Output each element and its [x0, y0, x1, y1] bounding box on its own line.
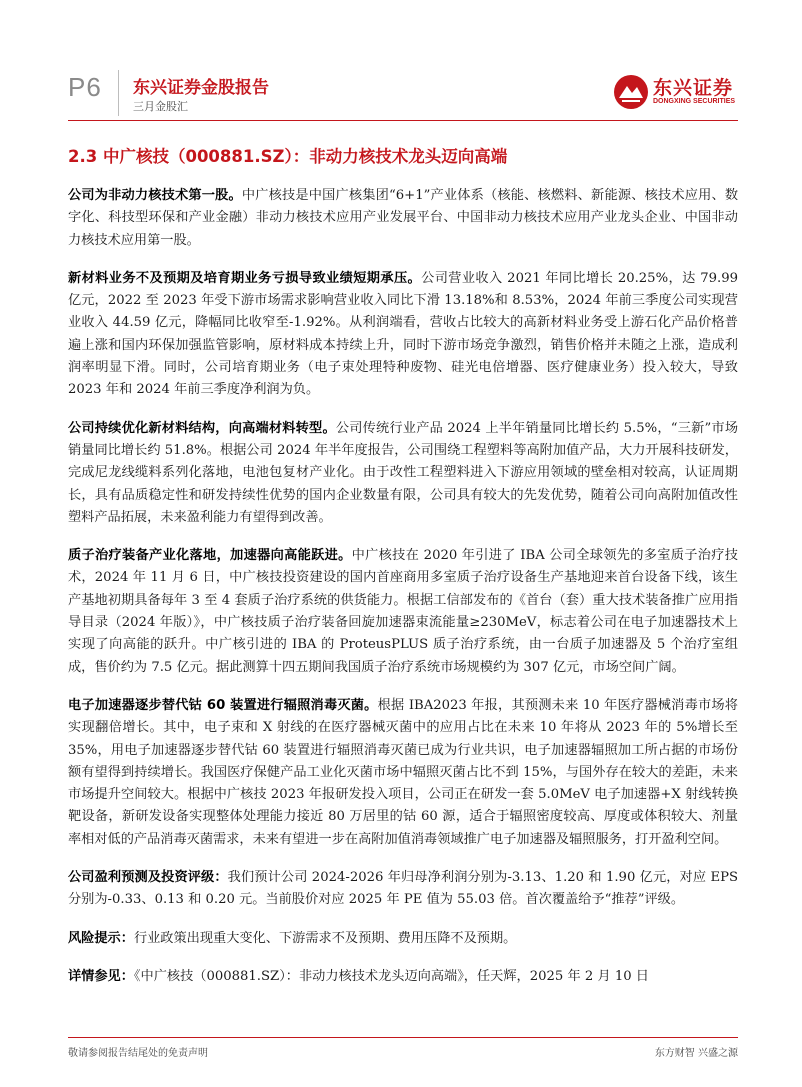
paragraph-lead: 公司为非动力核技术第一股。	[68, 188, 242, 203]
paragraph-body: 我们预计公司 2024-2026 年归母净利润分别为-3.13、1.20 和 1.90 亿元，对应 EPS 分别为-0.33、0.13 和 0.20 元。当前股价对应 2025 年 PE 值为 55.03 倍。首次覆盖给予“推荐”评级。	[68, 870, 739, 908]
paragraph-body: 公司营业收入 2021 年同比增长 20.25%，达 79.99 亿元，2022 至 2023 年受下游市场需求影响营业收入同比下滑 13.18%和 8.53%，2024 年前三季度公司实现营业收入 44.59 亿元，降幅同比收窄至-1.92%。从利润端看，营收占比较大的高新材料业务受上游石化产品价格普遍上涨和国内环保加强监管影响，原材料成本持续上升，同时下游市场竞争激烈，销售价格并未随之上涨，造成利润率明显下滑。同时，公司培育期业务（电子束处理特种废物、硅光电倍增器、医疗健康业务）投入较大，导致 2023 年和 2024 年前三季度净利润为负。	[68, 270, 738, 398]
paragraph-reference	[68, 966, 738, 988]
paragraph-lead: 详情参见：	[68, 968, 134, 984]
paragraph-lead: 电子加速器逐步替代钴 60 装置进行辐照消毒灭菌。	[68, 697, 378, 713]
footer-slogan: 东方财智 兴盛之源	[654, 1048, 738, 1059]
header-divider	[118, 70, 119, 116]
paragraph-lead: 风险提示：	[68, 930, 134, 946]
paragraph-lead: 公司持续优化新材料结构，向高端材料转型。	[68, 420, 336, 436]
paragraph-lead: 质子治疗装备产业化落地，加速器向高能跃进。	[68, 548, 352, 564]
paragraph-body: 中广核技在 2020 年引进了 IBA 公司全球领先的多室质子治疗技术，2024 年 11 月 6 日，中广核技投资建设的国内首座商用多室质子治疗设备生产基地迎来首台设备下线，该生产基地初期具备每年 3 至 4 套质子治疗系统的供货能力。根据工信部发布的《首台（套）重大技术装备推广应用指导目录（2024 年版）》，中广核技质子治疗装备回旋加速器束流能量≥230MeV，标志着公司在电子加速器技术上实现了向高能的跃升。中广核引进的 IBA 的 ProteusPLUS 质子治疗系统，由一台质子加速器及 5 个治疗室组成，售价约为 7.5 亿元。据此测算十四五期间我国质子治疗系统市场规模约为 307 亿元，市场空间广阔。	[68, 548, 738, 675]
header-rule	[68, 120, 738, 121]
footer-rule	[68, 1037, 738, 1038]
paragraph-body: 根据 IBA2023 年报，其预测未来 10 年医疗器械消毒市场将实现翻倍增长。其中，电子束和 X 射线的在医疗器械灭菌中的应用占比在未来 10 年将从 2023 年的 5%增长至 35%，用电子加速器逐步替代钴 60 装置进行辐照消毒灭菌已成为行业共识，电子加速器辐照加工所占据的市场份额有望得到持续增长。我国医疗保健产品工业化灭菌市场中辐照灭菌占比不到 15%，与国外存在较大的差距，未来市场提升空间较大。根据中广核技 2023 年报研发投入项目，公司正在研发一套 5.0MeV 电子加速器+X 射线转换靶设备，新研发设备实现整体处理能力接近 80 万居里的钴 60 源，适合于辐照密度较高、厚度或体积较大、剂量率相对低的产品消毒灭菌需求，未来有望进一步在高附加值消毒领域推广电子加速器及辐照服务，打开盈利空间。	[68, 697, 738, 847]
company-logo	[613, 72, 738, 112]
logo-text-cn: 东兴证券	[653, 77, 734, 99]
logo-emblem-icon	[613, 74, 649, 110]
paragraph-forecast	[68, 867, 738, 912]
paragraph-lead: 新材料业务不及预期及培育期业务亏损导致业绩短期承压。	[68, 270, 422, 286]
paragraph-proton-therapy	[68, 545, 738, 679]
paragraph-body: 《中广核技（000881.SZ）：非动力核技术龙头迈向高端》，任天辉，2025 年 2 月 10 日	[133, 968, 649, 984]
main-content	[68, 145, 738, 1004]
paragraph-performance	[68, 268, 738, 402]
page-header	[0, 0, 802, 125]
page-number: P6	[68, 72, 102, 102]
report-title: 东兴证券金股报告	[133, 78, 269, 98]
footer-disclaimer: 敬请参阅报告结尾处的免责声明	[68, 1048, 208, 1059]
paragraph-body: 公司传统行业产品 2024 上半年销量同比增长约 5.5%，“三新”市场销量同比增长约 51.8%。根据公司 2024 年半年度报告，公司围绕工程塑料等高附加值产品，大力开展科技研发，完成尼龙线缆料系列化落地，电池包复材产业化。由于改性工程塑料进入下游应用领域的壁垒相对较高，认证周期长，具有品质稳定性和研发持续性优势的国内企业数量有限，公司具有较大的先发优势，随着公司向高附加值改性塑料产品拓展，未来盈利能力有望得到改善。	[68, 420, 739, 525]
paragraph-body: 中广核技是中国广核集团“6+1”产业体系（核能、核燃料、新能源、核技术应用、数字化、科技型环保和产业金融）非动力核技术应用产业发展平台、中国非动力核技术应用产业龙头企业、中国非动力核技术应用第一股。	[68, 188, 739, 248]
logo-text-en: DONGXING SECURITIES	[653, 98, 736, 105]
paragraph-risk	[68, 928, 738, 950]
paragraph-body: 行业政策出现重大变化、下游需求不及预期、费用压降不及预期。	[133, 930, 517, 946]
paragraph-accelerator	[68, 695, 738, 851]
paragraph-lead: 公司盈利预测及投资评级：	[68, 870, 228, 886]
report-subtitle: 三月金股汇	[133, 100, 188, 113]
section-title: 2.3 中广核技（000881.SZ）：非动力核技术龙头迈向高端	[68, 147, 508, 166]
paragraph-company-intro	[68, 185, 738, 252]
paragraph-materials	[68, 418, 738, 529]
